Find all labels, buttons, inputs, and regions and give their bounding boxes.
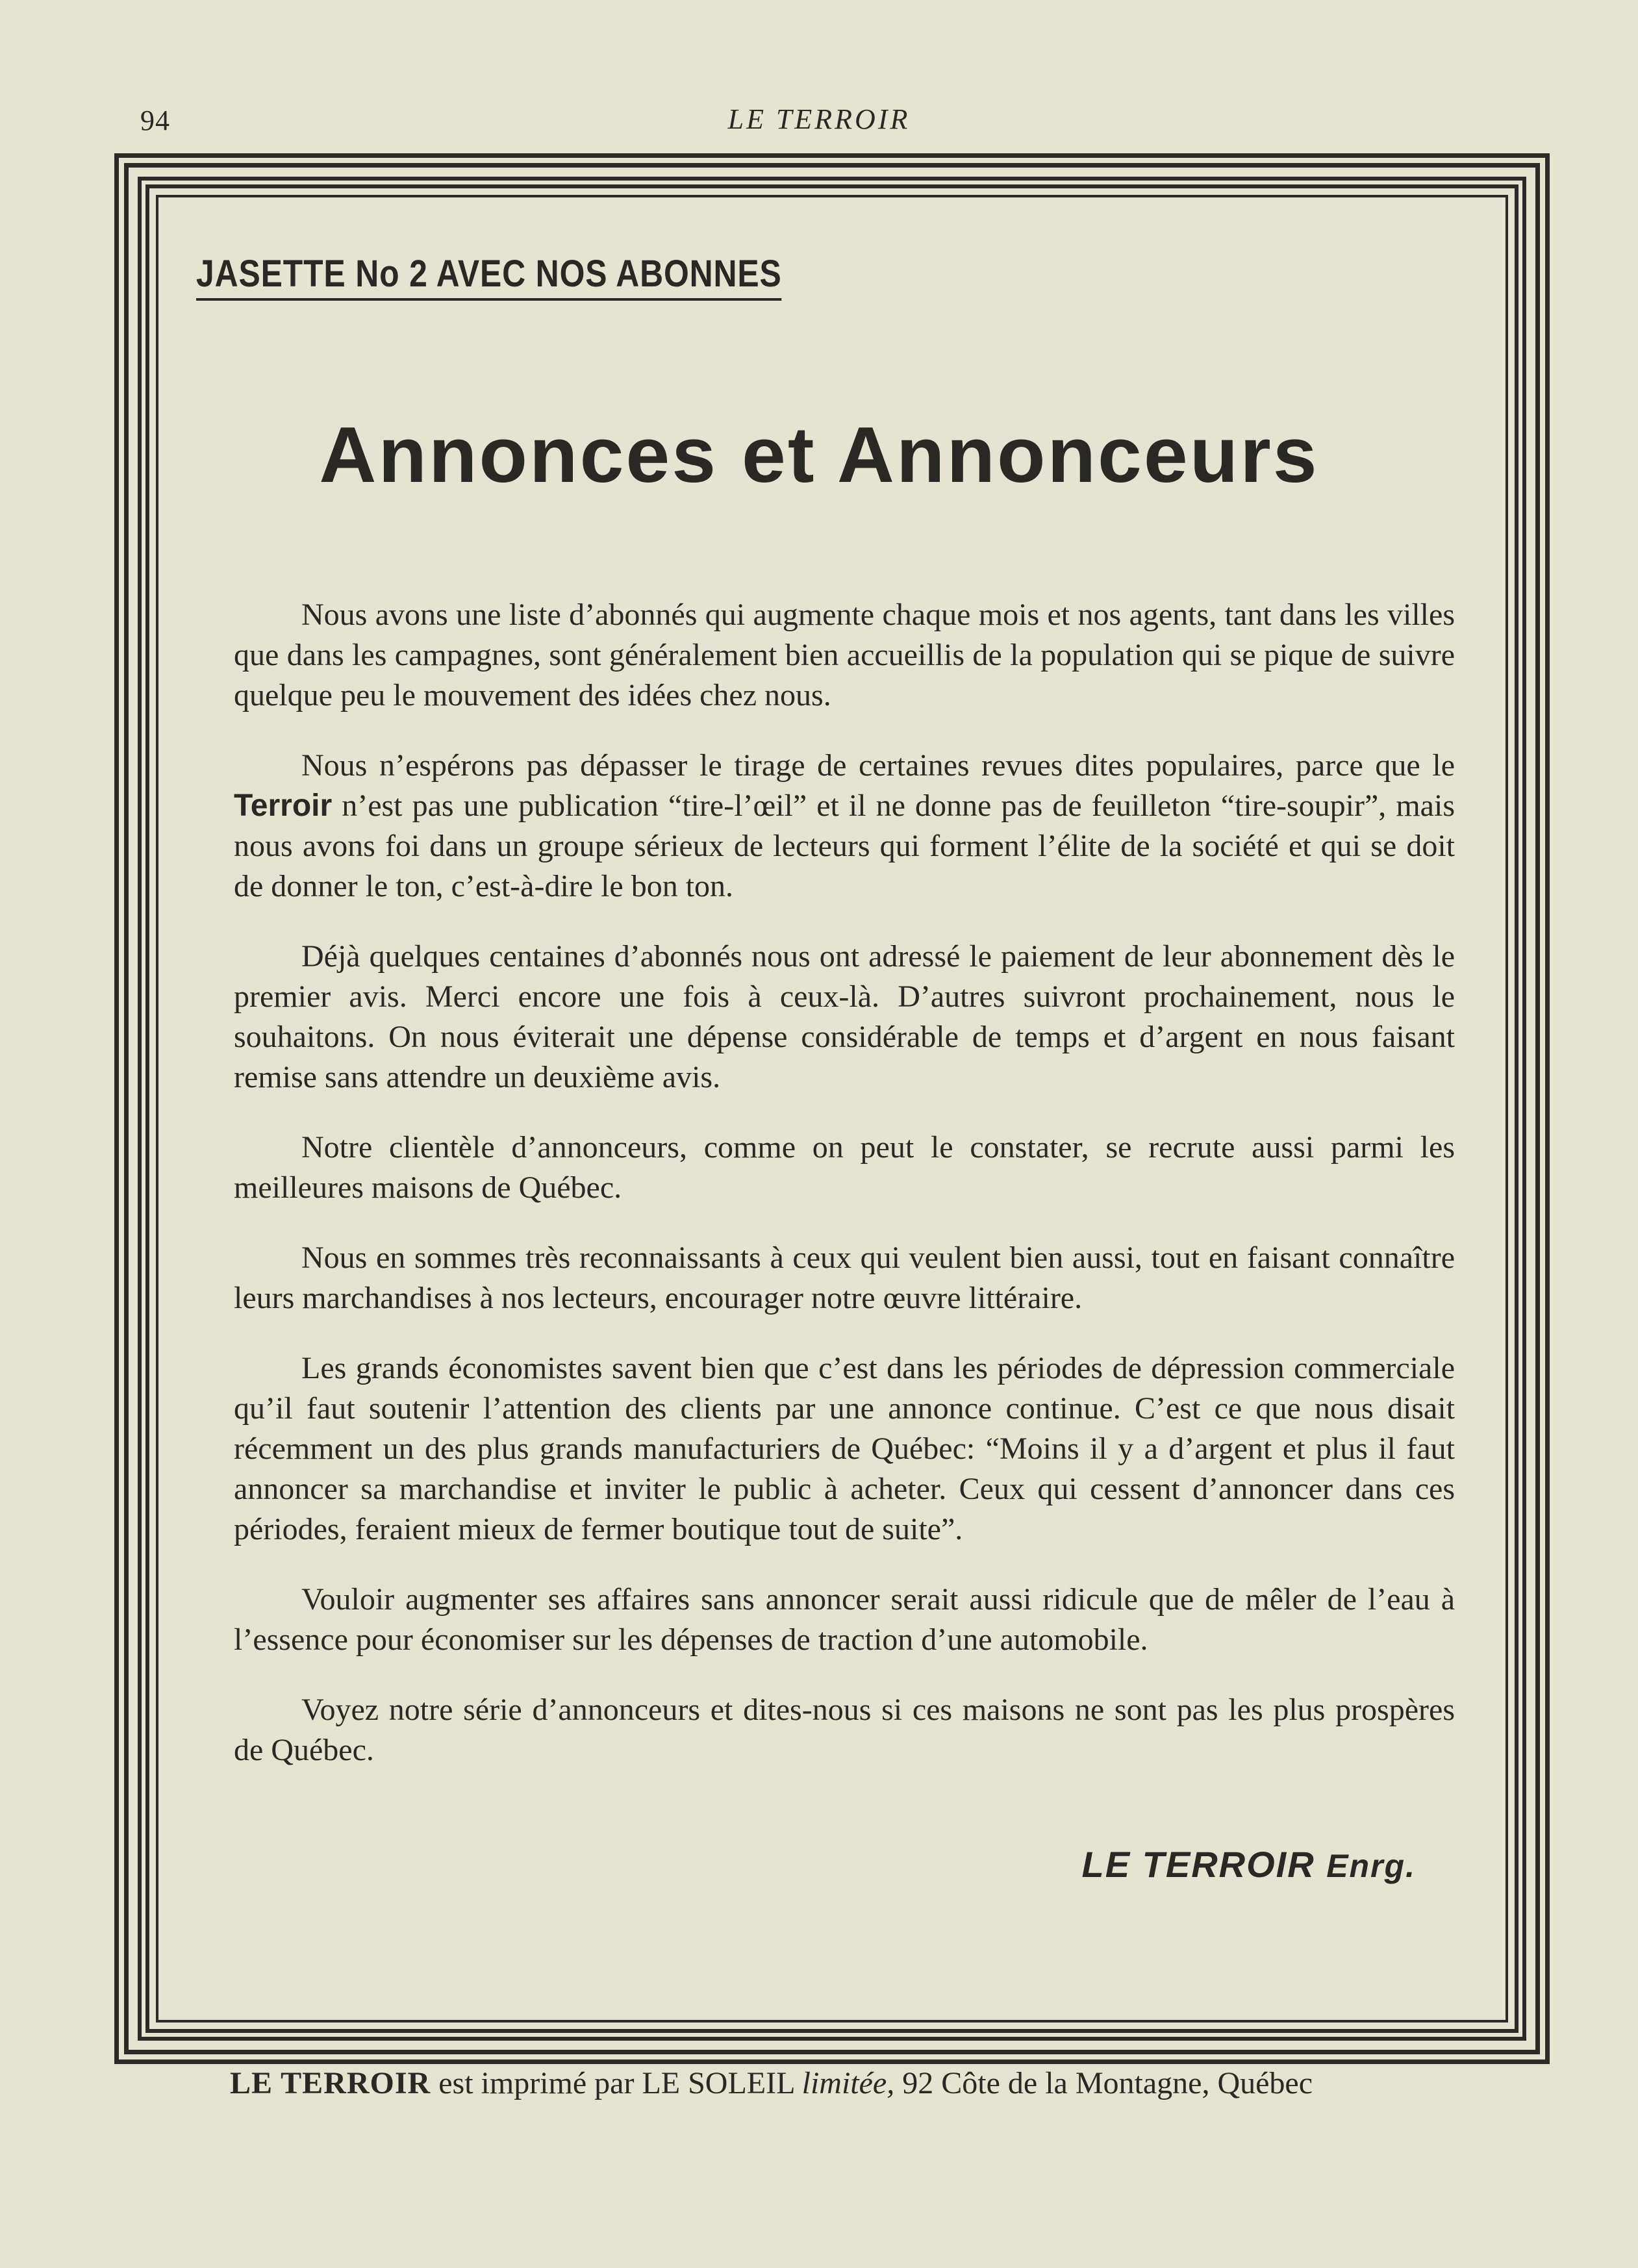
signature-name: LE TERROIR: [1081, 1844, 1315, 1885]
paragraph-3: Déjà quelques centaines d’abonnés nous ont adressé le paiement de leur abonnement dès le premier avis. Merci encore une fois à ceux-là. D’autres suivront prochainement, nous le souhaitons. On nous éviterait une dépense considérable de temps et d’argent en nous faisant remise sans attendre un deuxième avis.: [234, 939, 1455, 1094]
article-kicker: JASETTE No 2 AVEC NOS ABONNES: [196, 252, 782, 301]
page-number: 94: [140, 105, 170, 136]
imprint-italic: limitée,: [801, 2066, 895, 2100]
imprint-text-after: 92 Côte de la Montagne, Québec: [902, 2066, 1313, 2100]
paragraph-2-text-before: Nous n’espérons pas dépasser le tirage de certaines revues dites populaires, parce que le: [301, 748, 1455, 783]
article-body: [234, 595, 1455, 1800]
paragraph-2: [234, 746, 1455, 907]
signature: [1082, 1843, 1416, 1885]
paragraph-4: Notre clientèle d’annonceurs, comme on peut le constater, se recrute aussi parmi les meilleures maisons de Québec.: [234, 1130, 1455, 1205]
paragraph-5: Nous en sommes très reconnaissants à ceux qui veulent bien aussi, tout en faisant connaître leurs marchandises à nos lecteurs, encourager notre œuvre littéraire.: [234, 1241, 1455, 1315]
paragraph-6: Les grands économistes savent bien que c’est dans les périodes de dépression commerciale qu’il faut soutenir l’attention des clients par une annonce continue. C’est ce que nous disait récemment un des plus grands manufacturiers de Québec: “Moins il y a d’argent et plus il faut annoncer sa marchandise et inviter le public à acheter. Ceux qui cessent d’annoncer dans ces périodes, feraient mieux de fermer boutique tout de suite”.: [234, 1351, 1455, 1546]
paragraph-7: Vouloir augmenter ses affaires sans annoncer serait aussi ridicule que de mêler de l’eau à l’essence pour économiser sur les dépenses de traction d’une automobile.: [234, 1582, 1455, 1657]
article-title: Annonces et Annonceurs: [319, 410, 1319, 499]
printer-imprint: [230, 2065, 1313, 2101]
terroir-bold-name: Terroir: [234, 788, 333, 823]
imprint-text-before: est imprimé par LE SOLEIL: [438, 2066, 794, 2100]
signature-suffix: Enrg.: [1326, 1848, 1416, 1884]
paragraph-2-text-after: n’est pas une publication “tire-l’œil” et il ne donne pas de feuilleton “tire-soupir”, mais nous avons foi dans un groupe sérieux de lecteurs qui forment l’élite de la société et qui se doit de donner le ton, c’est-à-dire le bon ton.: [234, 788, 1455, 903]
imprint-brand: LE TERROIR: [230, 2066, 431, 2100]
running-title: LE TERROIR: [727, 103, 911, 135]
paragraph-8: Voyez notre série d’annonceurs et dites-nous si ces maisons ne sont pas les plus prospères de Québec.: [234, 1693, 1455, 1767]
paragraph-1: Nous avons une liste d’abonnés qui augmente chaque mois et nos agents, tant dans les villes que dans les campagnes, sont généralement bien accueillis de la population qui se pique de suivre quelque peu le mouvement des idées chez nous.: [234, 598, 1455, 712]
